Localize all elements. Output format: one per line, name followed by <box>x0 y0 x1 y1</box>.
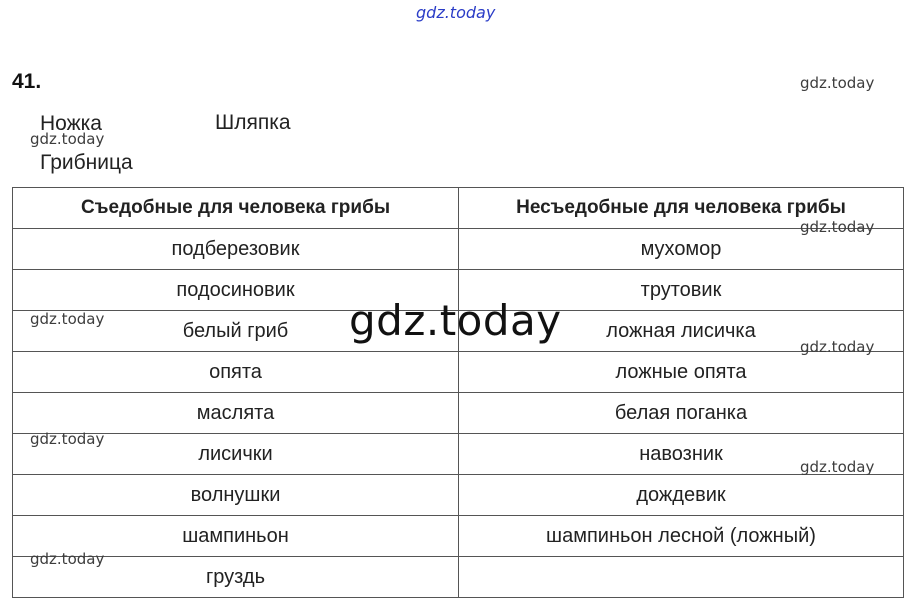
table-row <box>13 352 904 393</box>
inedible-cell: белая поганка <box>459 393 904 434</box>
inedible-cell: ложные опята <box>459 352 904 393</box>
inedible-cell <box>459 557 904 598</box>
inedible-cell: навозник <box>459 434 904 475</box>
watermark-left-1: gdz.today <box>30 130 105 148</box>
exercise-number: 41. <box>12 70 42 93</box>
table-row <box>13 229 904 270</box>
inedible-cell: трутовик <box>459 270 904 311</box>
watermark-left-4: gdz.today <box>30 550 105 568</box>
watermark-left-3: gdz.today <box>30 430 105 448</box>
label-mycelium: Грибница <box>40 151 133 174</box>
edible-cell: подосиновик <box>13 270 459 311</box>
table-row <box>13 557 904 598</box>
watermark-right-1: gdz.today <box>800 74 875 92</box>
watermark-left-2: gdz.today <box>30 310 105 328</box>
table-row <box>13 516 904 557</box>
label-stem: Ножка <box>40 112 102 135</box>
watermark-top: gdz.today <box>416 3 496 22</box>
inedible-cell: мухомор <box>459 229 904 270</box>
label-cap: Шляпка <box>215 111 291 134</box>
edible-cell: опята <box>13 352 459 393</box>
edible-cell: подберезовик <box>13 229 459 270</box>
header-edible: Съедобные для человека грибы <box>13 188 459 229</box>
watermark-center-large: gdz.today <box>349 296 562 345</box>
inedible-cell: дождевик <box>459 475 904 516</box>
edible-cell: маслята <box>13 393 459 434</box>
table-header-row <box>13 188 904 229</box>
edible-cell: белый гриб <box>13 311 459 352</box>
inedible-cell: шампиньон лесной (ложный) <box>459 516 904 557</box>
inedible-cell: ложная лисичка <box>459 311 904 352</box>
edible-cell: лисички <box>13 434 459 475</box>
table-row <box>13 475 904 516</box>
header-inedible: Несъедобные для человека грибы <box>459 188 904 229</box>
edible-cell: груздь <box>13 557 459 598</box>
edible-cell: шампиньон <box>13 516 459 557</box>
table-row <box>13 434 904 475</box>
table-row <box>13 393 904 434</box>
watermark-right-3: gdz.today <box>800 338 875 356</box>
watermark-right-2: gdz.today <box>800 218 875 236</box>
watermark-right-4: gdz.today <box>800 458 875 476</box>
mushroom-table <box>12 187 904 598</box>
edible-cell: волнушки <box>13 475 459 516</box>
